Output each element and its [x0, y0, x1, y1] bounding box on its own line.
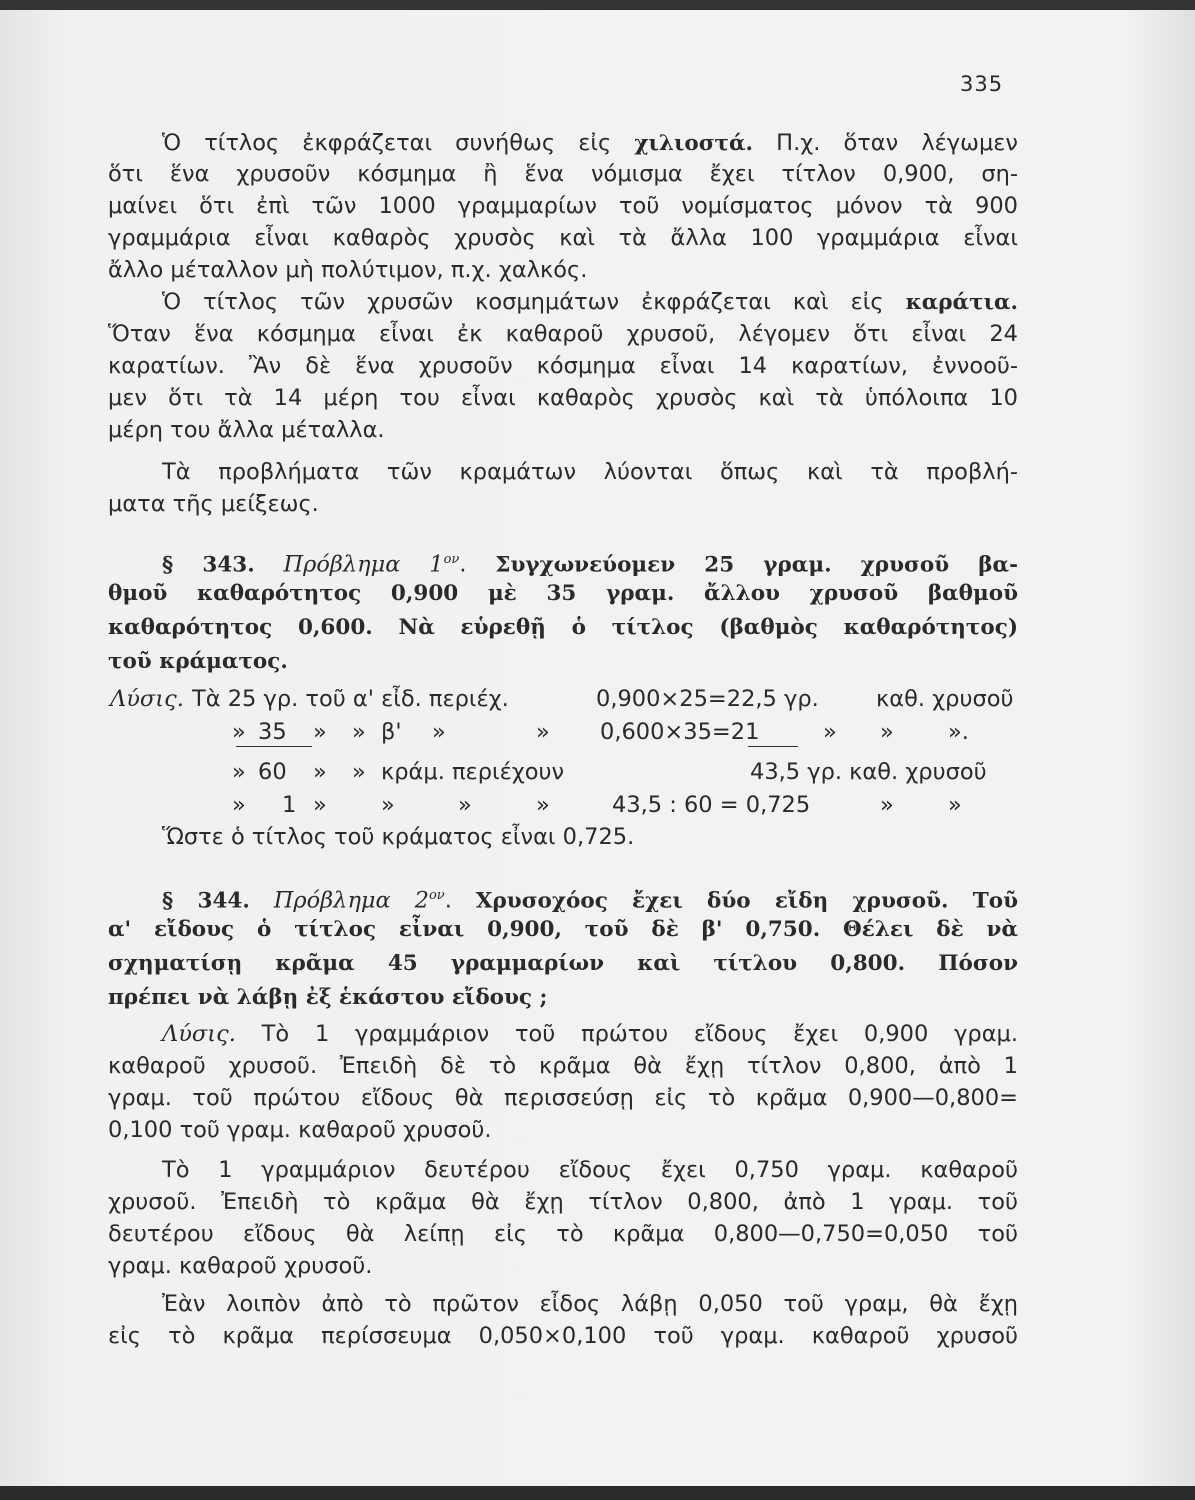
solution2-line2: καθαροῦ χρυσοῦ. Ἐπειδὴ δὲ τὸ κρᾶμα θὰ ἔχῃ τίτλον 0,800, ἀπὸ 1 [108, 1053, 1018, 1079]
para1-line4: γραμμάρια εἶναι καθαρὸς χρυσὸς καὶ τὰ ἄλλα 100 γραμμάρια εἶναι [108, 225, 1018, 251]
page-number: 335 [960, 72, 1004, 96]
para1-line5: ἄλλο μέταλλον μὴ πολύτιμον, π.χ. χαλκός. [108, 257, 588, 283]
book-page: 335 Ὁ τίτλος ἐκφράζεται συνήθως εἰς χιλιοστά. Π.χ. ὅταν λέγωμεν ὅτι ἕνα χρυσοῦν κόσμημα ἢ ἕνα νόμισμα ἔχει τίτλον 0,900, ση- μαίνει ὅτι ἐπὶ τῶν 1000 γραμμαρίων τοῦ νομίσματος μόνον τὰ 900 γραμμάρια εἶναι καθαρὸς χρυσὸς καὶ τὰ ἄλλα 100 γραμμάρια εἶναι ἄλλο μέταλλον μὴ πολύτιμον, π.χ. χαλκός. Ὁ τίτλος τῶν χρυσῶν κοσμημάτων ἐκφράζεται καὶ εἰς καράτια. Ὅταν ἕνα κόσμημα εἶναι ἐκ καθαροῦ χρυσοῦ, λέγομεν ὅτι εἶναι 24 καρατίων. Ἂν δὲ ἕνα χρυσοῦν κόσμημα εἶναι 14 καρατίων, ἐννοοῦ- μεν ὅτι τὰ 14 μέρη του εἶναι καθαρὸς χρυσὸς καὶ τὰ ὑπόλοιπα 10 μέρη του ἄλλα μέταλλα. Τὰ προβλήματα τῶν κραμάτων λύονται ὅπως καὶ τὰ προβλή- ματα τῆς μείξεως. § 343. Πρόβλημα $1^{o\nu}$. Συγχωνεύομεν 25 γραμ. χρυσοῦ βα- θμοῦ καθαρότητος 0,900 μὲ 35 γραμ. ἄλλου χρυσοῦ βαθμοῦ καθαρότητος 0,600. Νὰ εὑρεθῇ ὁ τίτλος (βαθμὸς καθαρότητος) τοῦ κράματος. Λύσις. Τὰ 25 γρ. τοῦ α' εἶδ. περιέχ. 0,900×25=22,5 γρ. καθ. χρυσοῦ » 35 » » β' » » 0,600×35=21 » » ». » 60 » » κράμ. περιέχουν 43,5 γρ. καθ. χρυσοῦ » 1 » » » » 43,5 : 60 = 0,725 » » Ὥστε ὁ τίτλος τοῦ κράματος εἶναι 0,725. § 344. Πρόβλημα $2^{o\nu}$. Χρυσοχόος ἔχει δύο εἴδη χρυσοῦ. Τοῦ α' εἴδους ὁ τίτλος εἶναι 0,900, τοῦ δὲ β' 0,750. Θέλει δὲ νὰ σχηματίσῃ κρᾶμα 45 γραμμαρίων καὶ τίτλου 0,800. Πόσον πρέπει νὰ λάβῃ ἐξ ἑκάστου εἴδους ; Λύσις. Τὸ 1 γραμμάριον τοῦ πρώτου εἴδους ἔχει 0,900 γραμ. καθαροῦ χρυσοῦ. Ἐπειδὴ δὲ τὸ κρᾶμα θὰ ἔχῃ τίτλον 0,800, ἀπὸ 1 γραμ. τοῦ πρώτου εἴδους θὰ περισσεύσῃ εἰς τὸ κρᾶμα 0,900—0,800= 0,100 τοῦ γραμ. καθαροῦ χρυσοῦ. Τὸ 1 γραμμάριον δευτέρου εἴδους ἔχει 0,750 γραμ. καθαροῦ χρυσοῦ. Ἐπειδὴ τὸ κρᾶμα θὰ ἔχῃ τίτλον 0,800, ἀπὸ 1 γραμ. τοῦ δευτέρου εἴδους θὰ λείπῃ εἰς τὸ κρᾶμα 0,800—0,750=0,050 τοῦ γραμ. καθαροῦ χρυσοῦ. Ἐὰν λοιπὸν ἀπὸ τὸ πρῶτον εἶδος λάβῃ 0,050 τοῦ γραμ, θὰ ἔχῃ εἰς τὸ κρᾶμα περίσσευμα 0,050×0,100 τοῦ γραμ. καθαροῦ χρυσοῦ [0, 0, 1195, 1500]
para3-line2: ματα τῆς μείξεως. [108, 491, 319, 517]
para1-line3: μαίνει ὅτι ἐπὶ τῶν 1000 γραμμαρίων τοῦ νομίσματος μόνον τὰ 900 [108, 193, 1018, 219]
solution-label: Λύσις. [162, 1021, 236, 1047]
para2-line4: μεν ὅτι τὰ 14 μέρη του εἶναι καθαρὸς χρυσὸς καὶ τὰ ὑπόλοιπα 10 [108, 385, 1018, 411]
solution-label: Λύσις. [110, 686, 184, 712]
problem2-line2: α' εἴδους ὁ τίτλος εἶναι 0,900, τοῦ δὲ β' 0,750. Θέλει δὲ νὰ [108, 917, 1018, 942]
para1-line1: Ὁ τίτλος ἐκφράζεται συνήθως εἰς χιλιοστά. Π.χ. ὅταν λέγωμεν [162, 130, 1018, 156]
para1-line2: ὅτι ἕνα χρυσοῦν κόσμημα ἢ ἕνα νόμισμα ἔχει τίτλον 0,900, ση- [108, 161, 1018, 187]
problem1-line2: θμοῦ καθαρότητος 0,900 μὲ 35 γραμ. ἄλλου χρυσοῦ βαθμοῦ [108, 581, 1018, 606]
solution2-para3-line2: εἰς τὸ κρᾶμα περίσσευμα 0,050×0,100 τοῦ γραμ. καθαροῦ χρυσοῦ [108, 1323, 1018, 1349]
para2-line3: καρατίων. Ἂν δὲ ἕνα χρυσοῦν κόσμημα εἶναι 14 καρατίων, ἐννοοῦ- [108, 353, 1018, 379]
problem2-line4: πρέπει νὰ λάβῃ ἐξ ἑκάστου εἴδους ; [108, 985, 548, 1010]
solution2-para3-line1: Ἐὰν λοιπὸν ἀπὸ τὸ πρῶτον εἶδος λάβῃ 0,050 τοῦ γραμ, θὰ ἔχῃ [162, 1291, 1018, 1317]
section-number: § 343. [162, 552, 255, 578]
scan-top-edge [0, 0, 1195, 10]
scan-bottom-edge [0, 1486, 1195, 1500]
problem1-line3: καθαρότητος 0,600. Νὰ εὑρεθῇ ὁ τίτλος (βαθμὸς καθαρότητος) [108, 615, 1018, 640]
solution2-line4: 0,100 τοῦ γραμ. καθαροῦ χρυσοῦ. [108, 1117, 492, 1143]
solution2-para2-line1: Τὸ 1 γραμμάριον δευτέρου εἴδους ἔχει 0,750 γραμ. καθαροῦ [162, 1157, 1018, 1183]
problem1-line4: τοῦ κράματος. [108, 649, 288, 674]
solution2-para2-line2: χρυσοῦ. Ἐπειδὴ τὸ κρᾶμα θὰ ἔχῃ τίτλον 0,800, ἀπὸ 1 γραμ. τοῦ [108, 1189, 1018, 1215]
problem-label: Πρόβλημα 1 [283, 551, 444, 578]
para2-line5: μέρη του ἄλλα μέταλλα. [108, 417, 385, 443]
sum-rule-left [236, 746, 312, 747]
para3-line1: Τὰ προβλήματα τῶν κραμάτων λύονται ὅπως καὶ τὰ προβλή- [162, 459, 1018, 485]
solution2-para2-line4: γραμ. καθαροῦ χρυσοῦ. [108, 1253, 373, 1279]
solution2-line1: Λύσις. Τὸ 1 γραμμάριον τοῦ πρώτου εἴδους ἔχει 0,900 γραμ. [162, 1021, 1018, 1047]
problem2-line3: σχηματίσῃ κρᾶμα 45 γραμμαρίων καὶ τίτλου 0,800. Πόσον [108, 951, 1018, 976]
para2-line1: Ὁ τίτλος τῶν χρυσῶν κοσμημάτων ἐκφράζεται καὶ εἰς καράτια. [162, 289, 1018, 315]
para2-line2: Ὅταν ἕνα κόσμημα εἶναι ἐκ καθαροῦ χρυσοῦ, λέγομεν ὅτι εἶναι 24 [108, 321, 1018, 347]
solution2-para2-line3: δευτέρου εἴδους θὰ λείπῃ εἰς τὸ κρᾶμα 0,800—0,750=0,050 τοῦ [108, 1221, 1018, 1247]
solution2-line3: γραμ. τοῦ πρώτου εἴδους θὰ περισσεύσῃ εἰς τὸ κρᾶμα 0,900—0,800= [108, 1085, 1018, 1111]
section-number: § 344. [162, 888, 250, 914]
problem2-heading: § 344. Πρόβλημα $2^{o\nu}$. Χρυσοχόος ἔχει δύο εἴδη χρυσοῦ. Τοῦ [162, 887, 1018, 914]
sum-rule-right [748, 746, 798, 747]
solution1-conclusion: Ὥστε ὁ τίτλος τοῦ κράματος εἶναι 0,725. [162, 824, 635, 850]
problem1-heading: § 343. Πρόβλημα $1^{o\nu}$. Συγχωνεύομεν 25 γραμ. χρυσοῦ βα- [162, 551, 1018, 578]
problem-label: Πρόβλημα 2 [273, 887, 429, 914]
